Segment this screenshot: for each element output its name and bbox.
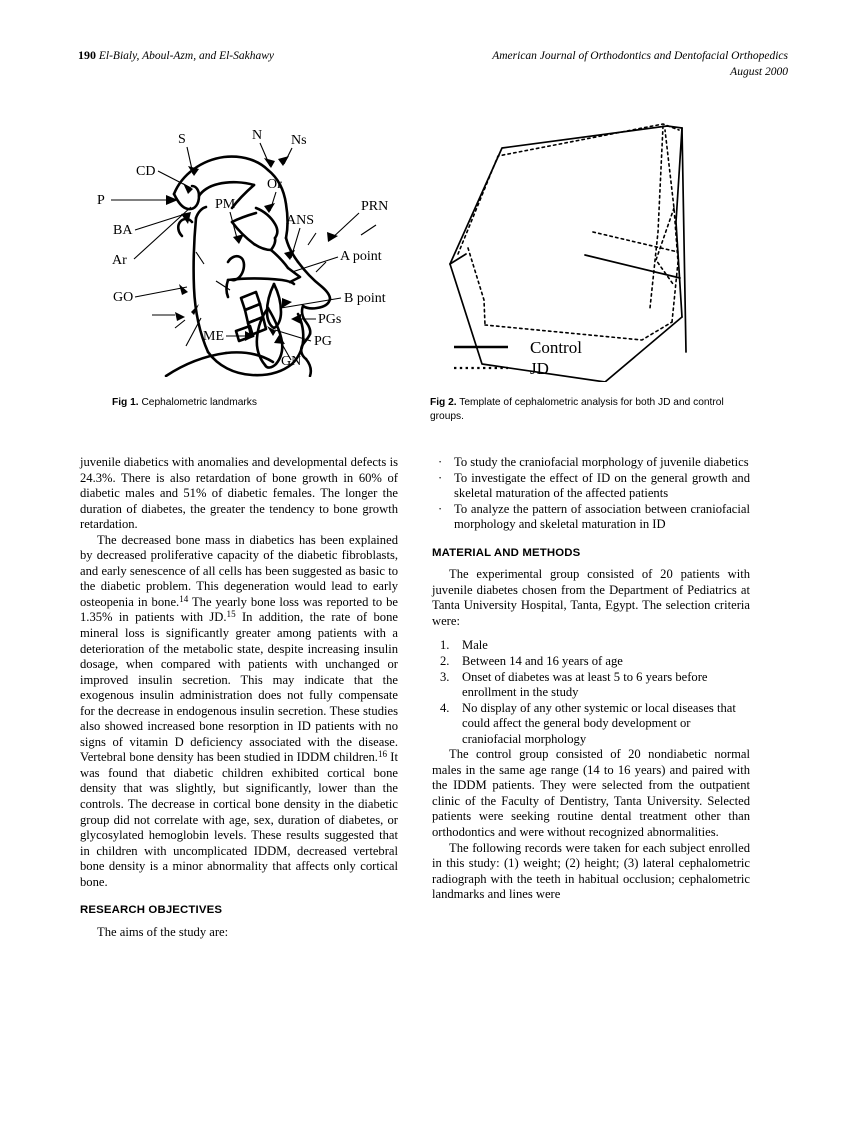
- landmark-label-Ns: Ns: [291, 133, 307, 148]
- figure-1-artwork: [78, 112, 408, 377]
- bullet-icon: ·: [438, 455, 443, 469]
- paragraph-records: The following records were taken for each subject enrolled in this study: (1) weight; (2) height; (3) lateral cephalometric radiograph with the teeth in habitual occlusion; cephalometric landmarks and lines were: [432, 840, 750, 902]
- heading-material-and-methods: MATERIAL AND METHODS: [432, 546, 581, 559]
- reference-superscript: 14: [179, 594, 189, 605]
- landmark-label-PGs: PGs: [318, 312, 342, 327]
- issue-date: August 2000: [730, 66, 788, 78]
- research-objectives-list: [432, 455, 750, 533]
- body-column-left: [80, 455, 398, 940]
- landmark-label-GO: GO: [113, 290, 134, 305]
- paragraph-continuation: juvenile diabetics with anomalies and developmental defects is 24.3%. There is also retardation of bone growth in 60% of diabetic males and 51% of diabetic females. The longer the duration of diabetes, the greater the tendency to bone growth retardation.: [80, 455, 398, 532]
- figure-1-label: Fig 1.: [112, 397, 139, 408]
- list-item: [432, 638, 750, 654]
- landmark-label-PM: PM: [215, 197, 236, 212]
- bullet-icon: ·: [438, 501, 443, 516]
- criterion-text: Male: [462, 638, 488, 653]
- list-item: [432, 502, 750, 533]
- landmark-label-Ar: Ar: [112, 253, 127, 268]
- legend-label-control: Control: [530, 338, 582, 357]
- figure-2-label: Fig 2.: [430, 397, 457, 408]
- paragraph-aims-lead: The aims of the study are:: [97, 924, 229, 939]
- figure-1: [78, 112, 408, 377]
- running-head: [78, 48, 788, 88]
- landmark-label-P: P: [97, 193, 105, 208]
- criterion-text: Onset of diabetes was at least 5 to 6 years before enrollment in the study: [462, 669, 708, 700]
- list-item: [432, 701, 750, 748]
- figure-2-legend: [454, 338, 582, 378]
- landmark-label-S: S: [178, 132, 186, 147]
- landmark-label-Or: Or: [267, 177, 282, 192]
- criterion-text: Between 14 and 16 years of age: [462, 654, 623, 669]
- landmark-label-ANS: ANS: [286, 213, 315, 228]
- paragraph-bone-mass: The decreased bone mass in diabetics has been explained by decreased proliferative capacity of the diabetic fibroblasts, and early senescence of all cells has been suggested as basic to the diabetic problem. This degeneration would lead to early osteopenia in bone.$^{14}$ The yearly bone loss was reported to be 1.35% in patients with JD.$^{15}$ In addition, the rate of bone mineral loss is significantly greater among patients with a deterioration of the metabolic state, despite increasing insulin dosage, when compared with patients with unchanged or improved insulin secretion. This may indicate that the exogenous insulin administration does not fully compensate for the decrease in endogenous insulin secretion. These studies also showed increased bone resorption in ID patients with no signs of vitamin D deficiency associated with the disease. Vertebral bone density has been studied in IDDM children.$^{16}$ It was found that diabetic children exhibited cortical bone density that was slightly, but significantly, lower than the controls. The decrease in cortical bone density in the diabetic group did not correlate with age, sex, duration of diabetes, or glycosylated hemoglobin levels. These results suggested that in children with uncomplicated IDDM, decreased vertebral bone density is a minor abnormality that affects only cortical bone.: [80, 532, 398, 889]
- heading-research-objectives: RESEARCH OBJECTIVES: [80, 904, 223, 917]
- running-head-authors: El-Bialy, Aboul-Azm, and El-Sakhawy: [98, 50, 275, 62]
- list-number: 3.: [440, 669, 450, 684]
- bullet-icon: ·: [438, 470, 443, 485]
- criterion-text: No display of any other systemic or local diseases that could affect the general body development or craniofacial morphology: [462, 700, 736, 746]
- paragraph-control-group: The control group consisted of 20 nondiabetic normal males in the same age range (14 to 16 years) and paired with the IDDM patients. They were selected from the outpatient clinic of the Faculty of Dentistry, Tanta University. Selected patients were seeking routine dental treatment other than orthodontics and were without recognized abnormalities.: [432, 747, 750, 840]
- figure-2-caption: [430, 396, 750, 423]
- landmark-label-CD: CD: [136, 164, 156, 179]
- landmark-label-B-point: B point: [344, 291, 386, 306]
- landmark-label-N: N: [252, 128, 263, 143]
- figures-band: [78, 112, 788, 432]
- journal-title: American Journal of Orthodontics and Dentofacial Orthopedics: [492, 50, 788, 62]
- landmark-label-A-point: A point: [340, 249, 382, 264]
- selection-criteria-list: [432, 638, 750, 747]
- figure-2: [430, 112, 788, 382]
- objective-text: To study the craniofacial morphology of juvenile diabetics: [454, 455, 749, 469]
- landmark-label-ME: ME: [203, 329, 224, 344]
- reference-superscript: 16: [377, 749, 388, 760]
- figure-2-caption-text: Template of cephalometric analysis for both JD and control groups.: [430, 397, 724, 422]
- landmark-label-GN: GN: [281, 354, 302, 369]
- list-number: 1.: [440, 638, 450, 653]
- landmark-label-PRN: PRN: [361, 199, 389, 214]
- list-number: 4.: [440, 700, 450, 715]
- landmark-label-BA: BA: [113, 223, 133, 238]
- list-number: 2.: [440, 654, 450, 669]
- landmark-label-PG: PG: [314, 334, 332, 349]
- figure-1-labels: [78, 112, 408, 377]
- figure-2-artwork: [430, 112, 788, 382]
- figure-1-caption-text: Cephalometric landmarks: [141, 397, 257, 408]
- reference-superscript: 15: [226, 609, 236, 620]
- legend-label-jd: JD: [530, 359, 549, 378]
- paragraph-experimental-group: The experimental group consisted of 20 patients with juvenile diabetes chosen from the Department of Pediatrics at Tanta University Hospital, Tanta, Egypt. The selection criteria were:: [432, 567, 750, 628]
- list-item: [432, 670, 750, 701]
- list-item: [432, 654, 750, 670]
- running-head-right: [492, 48, 788, 80]
- list-item: [432, 471, 750, 502]
- list-item: [432, 455, 750, 471]
- page-number: 190: [78, 48, 96, 62]
- objective-text: To analyze the pattern of association between craniofacial morphology and skeletal maturation in ID: [454, 501, 750, 532]
- figure-1-caption: [112, 396, 392, 410]
- running-head-left: [78, 48, 274, 64]
- objective-text: To investigate the effect of ID on the general growth and skeletal maturation of the affected patients: [454, 470, 750, 501]
- body-column-right: [432, 455, 750, 903]
- cephalometric-template-drawing: [430, 112, 788, 382]
